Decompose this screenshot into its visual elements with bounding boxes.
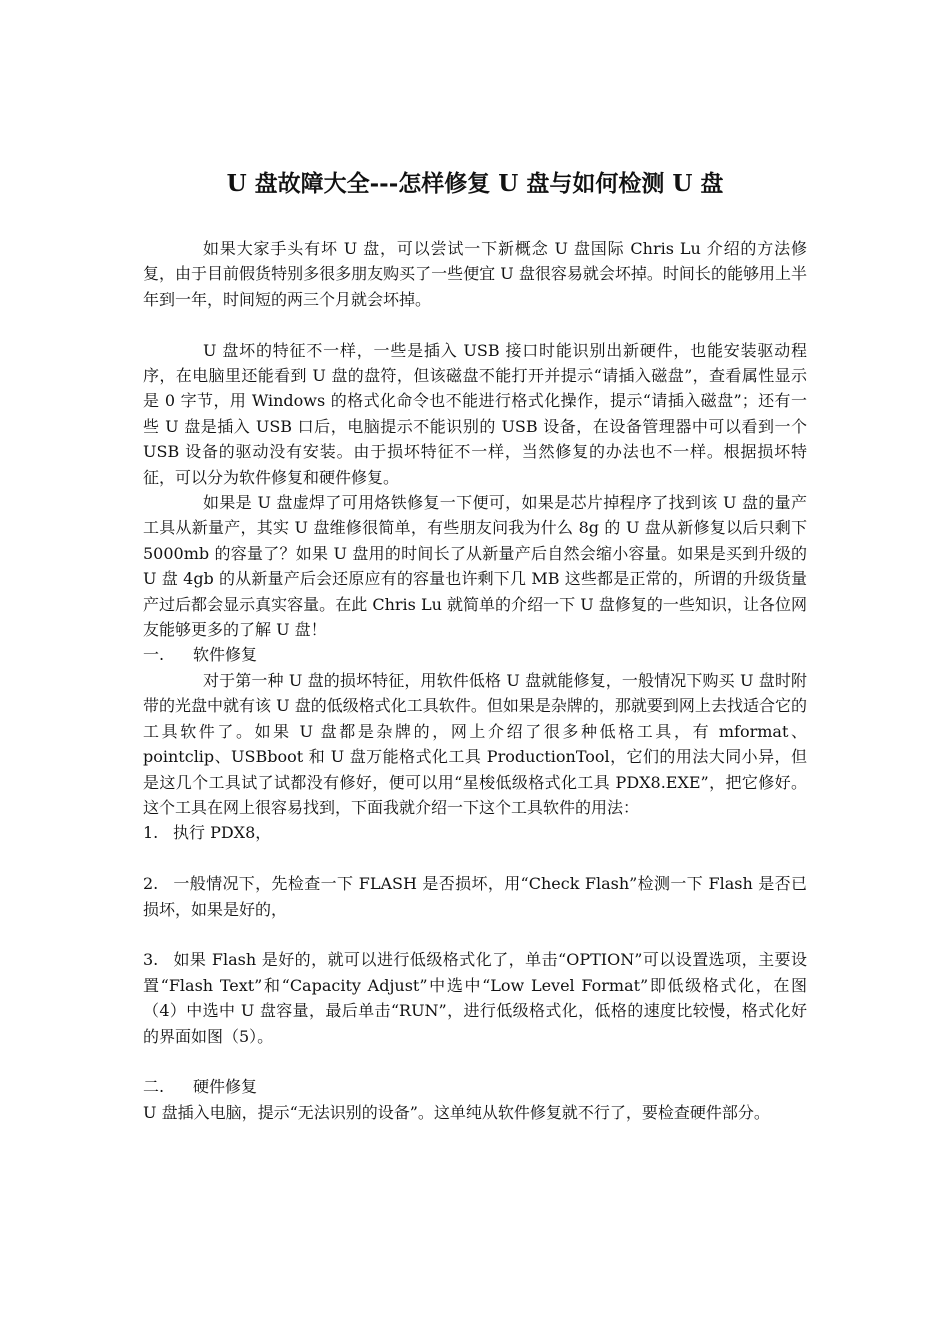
software-repair-paragraph: 对于第一种 U 盘的损坏特征，用软件低格 U 盘就能修复，一般情况下购买 U 盘时附带的光盘中就有该 U 盘的低级格式化工具软件。但如果是杂牌的，那就要到网上去找适合它的工具软件了。如果 U 盘都是杂牌的，网上介绍了很多种低格工具，有 mformat、pointclip、USBboot 和 U 盘万能格式化工具 ProductionTool，它们的用法大同小异，但是这几个工具试了试都没有修好，便可以用“星梭低级格式化工具 PDX8.EXE”，把它修好。这个工具在网上很容易找到，下面我就介绍一下这个工具软件的用法： [143,670,807,817]
section-heading-hardware [143,1074,807,1099]
step-item [143,947,807,1049]
symptoms-paragraph: U 盘坏的特征不一样，一些是插入 USB 接口时能识别出新硬件，也能安装驱动程序，在电脑里还能看到 U 盘的盘符，但该磁盘不能打开并提示“请插入磁盘”，查看属性显示是 0 字节，用 Windows 的格式化命令也不能进行格式化操作，提示“请插入磁盘”；还有一些 U 盘是插入 USB 口后，电脑提示不能识别的 USB 设备，在设备管理器中可以看到一个 USB 设备的驱动没有安装。由于损坏特征不一样，当然修复的办法也不一样。根据损坏特征，可以分为软件修复和硬件修复。 [143,340,807,487]
step-number: 3. [143,950,159,970]
document-body [143,236,807,1125]
section-heading-software [143,642,807,667]
section-number: 二. [143,1077,165,1097]
step-text: 一般情况下，先检查一下 FLASH 是否损坏，用“Check Flash”检测一下 Flash 是否已损坏，如果是好的， [143,874,807,919]
intro-paragraph: 如果大家手头有坏 U 盘，可以尝试一下新概念 U 盘国际 Chris Lu 介绍的方法修复，由于目前假货特别多很多朋友购买了一些便宜 U 盘很容易就会坏掉。时间长的能够用上半年到一年，时间短的两三个月就会坏掉。 [143,239,807,309]
section-title: 软件修复 [193,645,258,665]
step-number: 1. [143,823,159,843]
paragraph-gap [143,922,807,947]
paragraph-gap [143,846,807,871]
repair-overview-paragraph: 如果是 U 盘虚焊了可用烙铁修复一下便可，如果是芯片掉程序了找到该 U 盘的量产工具从新量产，其实 U 盘维修很简单，有些朋友问我为什么 8g 的 U 盘从新修复以后只剩下 5000mb 的容量了？如果 U 盘用的时间长了从新量产后自然会缩小容量。如果是买到升级的 U 盘 4gb 的从新量产后会还原应有的容量也许剩下几 MB 这些都是正常的，所谓的升级货量产过后都会显示真实容量。在此 Chris Lu 就简单的介绍一下 U 盘修复的一些知识，让各位网友能够更多的了解 U 盘！ [143,493,807,640]
section-number: 一. [143,645,165,665]
paragraph-gap [143,1049,807,1074]
document-title: U 盘故障大全---怎样修复 U 盘与如何检测 U 盘 [226,170,724,197]
step-item [143,871,807,922]
step-text: 如果 Flash 是好的，就可以进行低级格式化了，单击“OPTION”可以设置选项，主要设置“Flash Text”和“Capacity Adjust”中选中“Low Level Format”即低级格式化，在图（4）中选中 U 盘容量，最后单击“RUN”，进行低级格式化，低格的速度比较慢，格式化好的界面如图（5）。 [143,950,807,1046]
step-number: 2. [143,874,159,894]
section-title: 硬件修复 [193,1077,258,1097]
step-item [143,820,807,845]
paragraph-gap [143,312,807,337]
hardware-repair-paragraph: U 盘插入电脑，提示“无法识别的设备”。这单纯从软件修复就不行了，要检查硬件部分。 [143,1102,770,1122]
step-text: 执行 PDX8， [173,823,272,843]
